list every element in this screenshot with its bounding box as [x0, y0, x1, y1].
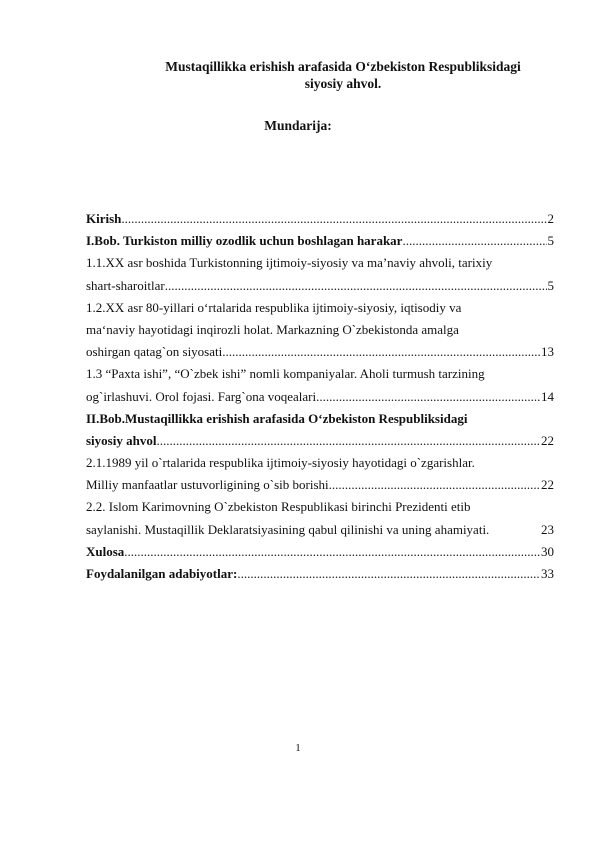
toc-page-number: 33	[541, 566, 554, 581]
toc-entry-text: 1.1.XX asr boshida Turkistonning ijtimoiy-siyosiy va ma’naviy ahvoli, tarixiy	[86, 255, 493, 271]
toc-entry-text: 2.1.1989 yil o`rtalarida respublika ijtimoiy-siyosiy hayotidagi o`zgarishlar.	[86, 455, 475, 471]
toc-leader-dots	[402, 230, 546, 252]
toc-entry-text: og`irlashuvi. Orol fojasi. Farg`ona voqealari	[86, 388, 317, 404]
toc-leader-dots	[316, 386, 540, 408]
toc-entry-text: Milliy manfaatlar ustuvorligining o`sib borishi	[86, 477, 329, 493]
document-title: Mustaqillikka erishish arafasida O‘zbekiston Respubliksidagi siyosiy ahvol.	[165, 59, 521, 91]
contents-heading: Mundarija:	[264, 118, 332, 133]
toc-entry-text: II.Bob.Mustaqillikka erishish arafasida O‘zbekiston Respubliksidagi	[86, 410, 468, 426]
toc-entry-text: 1.2.XX asr 80-yillari o‘rtalarida respublika ijtimoiy-siyosiy, iqtisodiy va	[86, 299, 462, 315]
toc-entry[interactable]	[86, 230, 554, 252]
toc-entry[interactable]	[86, 363, 554, 407]
toc-entry[interactable]	[86, 541, 554, 563]
toc-page-number: 30	[541, 543, 554, 559]
toc-entry[interactable]	[86, 452, 554, 496]
toc-leader-dots	[329, 474, 540, 496]
toc-page-number: 22	[541, 432, 554, 448]
toc-entry-text: saylanishi. Mustaqillik Deklaratsiyasining qabul qilinishi va uning ahamiyati.	[86, 521, 490, 537]
toc-entry-text: Foydalanilgan adabiyotlar:	[86, 566, 238, 581]
toc-leader-dots	[124, 541, 540, 563]
toc-entry-text: I.Bob. Turkiston milliy ozodlik uchun boshlagan harakar	[86, 233, 403, 249]
toc-page-number: 2	[547, 211, 554, 226]
toc-leader-dots	[121, 208, 546, 230]
toc-page-number: 22	[541, 477, 554, 493]
toc-entry-text: 2.2. Islom Karimovning O`zbekiston Respublikasi birinchi Prezidenti etib	[86, 499, 471, 515]
toc-entry[interactable]	[86, 563, 554, 585]
toc-page-number: 5	[547, 233, 554, 249]
toc-entry[interactable]	[86, 496, 554, 540]
table-of-contents	[86, 208, 554, 585]
toc-page-number: 23	[541, 521, 554, 537]
toc-entry-text: Xulosa	[86, 543, 125, 559]
toc-entry-text: shart-sharoitlar	[86, 277, 165, 293]
toc-page-number: 13	[541, 344, 554, 360]
toc-entry[interactable]	[86, 252, 554, 296]
toc-entry-text: siyosiy ahvol	[86, 432, 157, 448]
toc-entry-text: 1.3 “Paxta ishi”, “O`zbek ishi” nomli kompaniyalar. Aholi turmush tarzining	[86, 366, 485, 382]
toc-entry-text: ma‘naviy hayotidagi inqirozli holat. Markazning O`zbekistonda amalga	[86, 321, 459, 337]
toc-leader-dots	[165, 275, 547, 297]
toc-leader-dots	[237, 563, 540, 585]
toc-page-number: 5	[547, 277, 554, 293]
toc-entry-text: oshirgan qatag`on siyosati	[86, 344, 223, 360]
toc-leader-dots	[222, 341, 540, 363]
toc-entry[interactable]	[86, 408, 554, 452]
toc-entry[interactable]	[86, 297, 554, 364]
toc-entry[interactable]	[86, 208, 554, 230]
toc-leader-dots	[156, 430, 540, 452]
page-number: 1	[295, 742, 301, 754]
toc-entry-text: Kirish	[86, 211, 122, 226]
toc-page-number: 14	[541, 388, 554, 404]
